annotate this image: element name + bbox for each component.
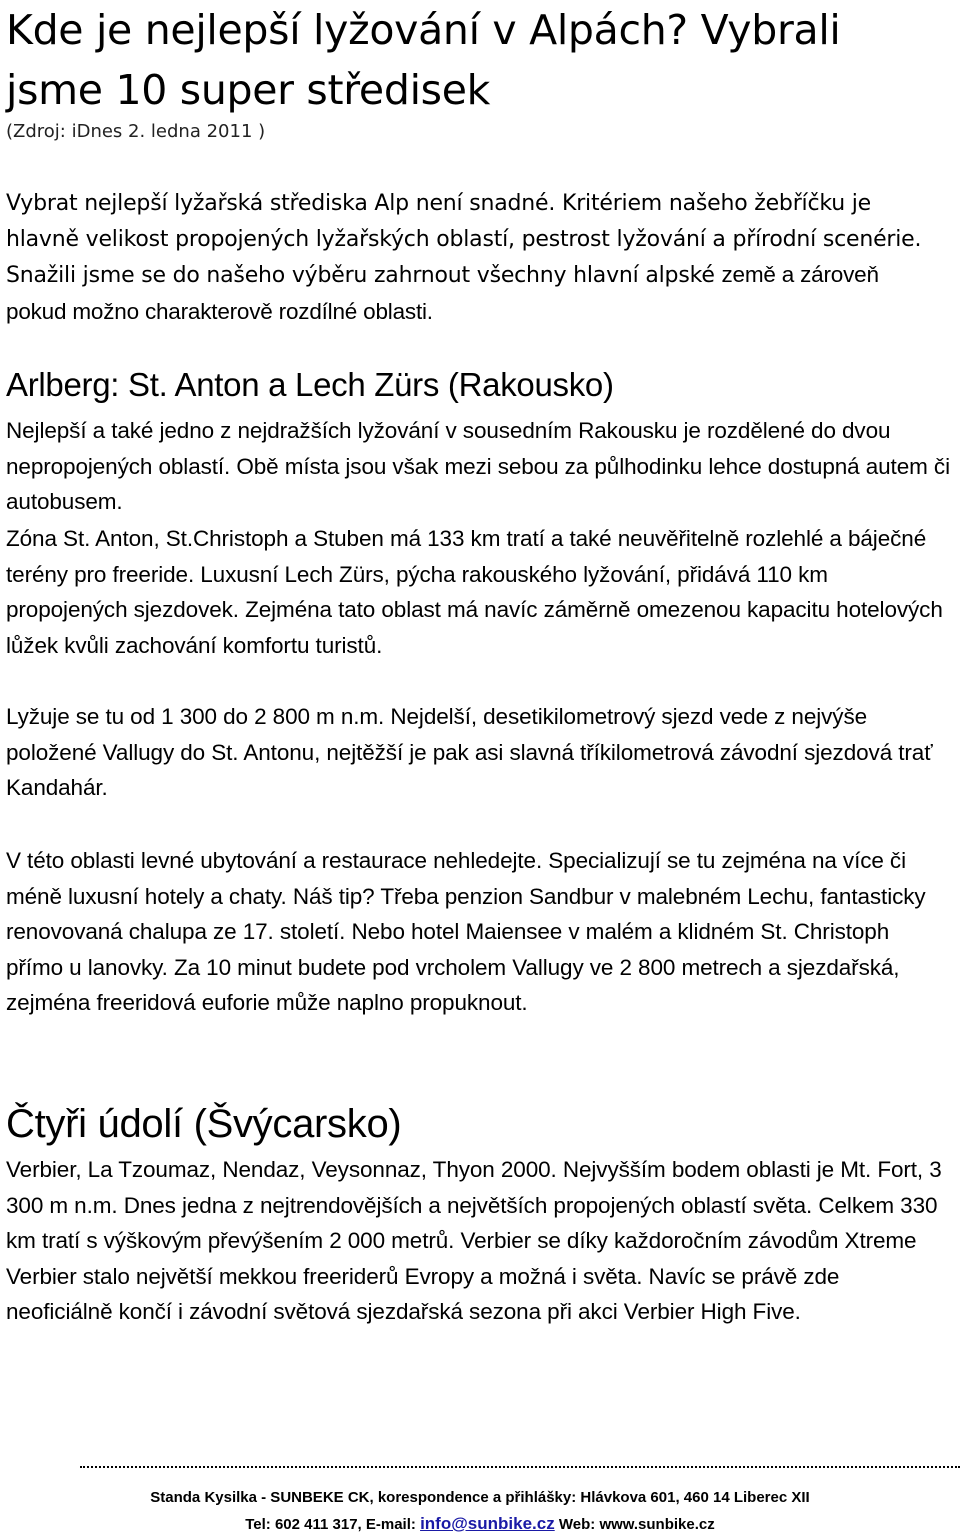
- footer-contact-line: Standa Kysilka - SUNBEKE CK, korespondence a přihlášky: Hlávkova 601, 460 14 Liberec XII: [150, 1489, 810, 1506]
- arlberg-paragraph-4: V této oblasti levné ubytování a restaurace nehledejte. Specializují se tu zejména na více či méně luxusní hotely a chaty. Náš tip? Třeba penzion Sandbur v malebném Lechu, fantasticky renovovaná chalupa ze 17. století. Nebo hotel Maiensee v malém a klidném St. Christoph přímo u lanovky. Za 10 minut budete pod vrcholem Vallugy ve 2 800 metrech a sjezdařská, zejména freeridová euforie může naplno propuknout.: [6, 848, 926, 1015]
- footer-email-link[interactable]: info@sunbike.cz: [420, 1514, 555, 1533]
- arlberg-paragraph-1: Nejlepší a také jedno z nejdražších lyžování v sousedním Rakousku je rozdělené do dvou nepropojených oblastí. Obě místa jsou však mezi sebou za půlhodinku lehce dostupná autem či autobusem.: [6, 418, 950, 514]
- footer-web-label: Web: www.sunbike.cz: [554, 1516, 715, 1533]
- intro-text-part1: Vybrat nejlepší lyžařská střediska Alp není snadné. Kritériem našeho žebříčku je hlavně velikost propojených lyžařských oblastí, pestrost lyžování a přírodní scenérie. Snažili jsme se do našeho výběru zahrnout všechny hlavní alpské: [6, 191, 922, 288]
- footer-phone-line: [0, 1512, 960, 1537]
- arlberg-paragraph-3: Lyžuje se tu od 1 300 do 2 800 m n.m. Nejdelší, desetikilometrový sjezd vede z nejvýše položené Vallugy do St. Antonu, nejtěžší je pak asi slavná tříkilometrová závodní sjezdová trať Kandahár.: [6, 704, 933, 800]
- intro-paragraph: [6, 186, 941, 330]
- footer-tel-label: Tel: 602 411 317, E-mail:: [245, 1516, 421, 1533]
- ctyri-udoli-paragraph-1: Verbier, La Tzoumaz, Nendaz, Veysonnaz, Thyon 2000. Nejvyšším bodem oblasti je Mt. Fort, 3 300 m n.m. Dnes jedna z nejtrendovějších a největších propojených oblastí světa. Celkem 330 km tratí s výškovým převýšením 2 000 metrů. Verbier se díky každoročním závodům Xtreme Verbier stalo největší mekkou freeriderů Evropy a možná i světa. Navíc se právě zde neoficiálně končí i závodní světová sjezdařská sezona při akci Verbier High Five.: [6, 1157, 942, 1324]
- footer-divider: [80, 1466, 960, 1468]
- page-title: Kde je nejlepší lyžování v Alpách? Vybrali jsme 10 super středisek: [6, 6, 841, 114]
- arlberg-paragraph-2: Zóna St. Anton, St.Christoph a Stuben má 133 km tratí a také neuvěřitelně rozlehlé a báječné terény pro freeride. Luxusní Lech Zürs, pýcha rakouského lyžování, přidává 110 km propojených sjezdovek. Zejména tato oblast má navíc záměrně omezenou kapacitu hotelových lůžek kvůli zachování komfortu turistů.: [6, 526, 943, 658]
- intro-text-part2: země a zároveň pokud možno charakterově rozdílné oblasti.: [6, 262, 879, 324]
- section-heading-arlberg: Arlberg: St. Anton a Lech Zürs (Rakousko): [6, 366, 614, 403]
- section-heading-ctyri-udoli: Čtyři údolí (Švýcarsko): [6, 1102, 402, 1146]
- source-note: (Zdroj: iDnes 2. ledna 2011 ): [6, 121, 266, 142]
